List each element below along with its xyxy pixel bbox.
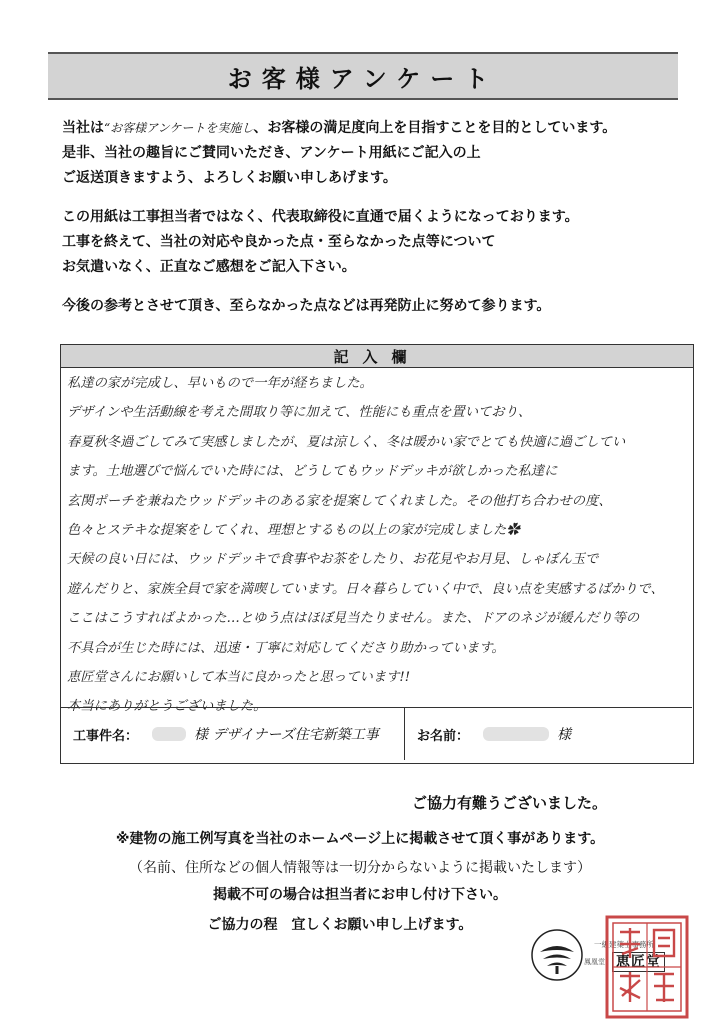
redacted-mark bbox=[152, 727, 186, 741]
intro-line-1 bbox=[62, 116, 682, 141]
comment-line: 玄関ポーチを兼ねたウッドデッキのある家を提案してくれました。その他打ち合わせの度、 bbox=[67, 493, 612, 509]
comment-line: 春夏秋冬過ごしてみて実感しましたが、夏は涼しく、冬は暖かい家でとても快適に過ごしてい bbox=[67, 434, 626, 450]
entry-form-header-label: 記入欄 bbox=[333, 347, 421, 366]
entry-form-header bbox=[61, 345, 693, 368]
intro-line-5: 工事を終えて、当社の対応や良かった点・至らなかった点等について bbox=[62, 234, 496, 250]
entry-form-box bbox=[60, 344, 694, 764]
thanks-text: ご協力有難うございました。 bbox=[412, 794, 608, 812]
intro-line-4: この用紙は工事担当者ではなく、代表取締役に直通で届くようになっております。 bbox=[62, 209, 579, 225]
comment-line: 本当にありがとうございました。 bbox=[67, 699, 267, 715]
customer-name-cell bbox=[405, 708, 692, 760]
company-type-label: 一級建築士事務所 bbox=[594, 940, 654, 949]
red-seal-stamp-icon bbox=[604, 914, 690, 1020]
company-name-text: 恵匠堂 bbox=[612, 952, 665, 972]
survey-title-bar bbox=[48, 52, 678, 100]
form-footer-row bbox=[61, 707, 692, 760]
pine-tree-logo-icon bbox=[530, 928, 584, 982]
project-name-label: 工事件名： bbox=[73, 728, 139, 744]
intro-line-2: 是非、当社の趣旨にご賛同いただき、アンケート用紙にご記入の上 bbox=[62, 145, 481, 161]
customer-name-label: お名前： bbox=[417, 728, 470, 744]
footer-line-3: 掲載不可の場合は担当者にお申し付け下さい。 bbox=[213, 887, 507, 903]
intro-text bbox=[62, 116, 682, 319]
project-name-value: 様 デザイナーズ住宅新築工事 bbox=[194, 727, 379, 743]
intro-line-1-pre: 当社は bbox=[62, 120, 104, 136]
comment-line: 恵匠堂さんにお願いして本当に良かったと思っています!! bbox=[67, 669, 411, 685]
project-name-cell bbox=[61, 708, 405, 760]
comment-line: 遊んだりと、家族全員で家を満喫しています。日々暮らしていく中で、良い点を実感するばかりで、 bbox=[67, 581, 664, 597]
customer-name-suffix: 様 bbox=[557, 727, 572, 743]
intro-line-7: 今後の参考とさせて頂き、至らなかった点などは再発防止に努めて参ります。 bbox=[62, 298, 551, 314]
intro-line-1-post: 、お客様の満足度向上を目指すことを目的としています。 bbox=[253, 120, 617, 136]
comment-line: 天候の良い日には、ウッドデッキで食事やお茶をしたり、お花見やお月見、しゃぼん玉で bbox=[67, 552, 599, 568]
company-sub-label: 鳳凰堂 bbox=[584, 958, 605, 966]
comment-line: 私達の家が完成し、早いもので一年が経ちました。 bbox=[67, 376, 373, 391]
redacted-mark bbox=[483, 727, 549, 741]
comment-line: ここはこうすればよかった…とゆう点はほぼ見当たりません。また、ドアのネジが緩んだり等の bbox=[67, 611, 640, 627]
page-title: お客様アンケート bbox=[227, 64, 499, 93]
comment-line: デザインや生活動線を考えた間取り等に加えて、性能にも重点を置いており、 bbox=[67, 405, 532, 421]
intro-line-3: ご返送頂きますよう、よろしくお願い申しあげます。 bbox=[62, 170, 397, 186]
comment-line: ます。土地選びで悩んでいた時には、どうしてもウッドデッキが欲しかった私達に bbox=[67, 464, 558, 480]
footer-line-4: ご協力の程 宜しくお願い申し上げます。 bbox=[207, 917, 473, 933]
comment-line: 色々とステキな提案をしてくれ、理想とするもの以上の家が完成しました✿ bbox=[67, 522, 520, 538]
footer-line-2: （名前、住所などの個人情報等は一切分からないように掲載いたします） bbox=[129, 860, 591, 876]
intro-line-1-handwritten: “お客様アンケートを実施し bbox=[104, 121, 254, 135]
handwritten-comment bbox=[67, 369, 687, 722]
footer-line-1: ※建物の施工例写真を当社のホームページ上に掲載させて頂く事があります。 bbox=[115, 831, 605, 847]
comment-line: 不具合が生じた時には、迅速・丁寧に対応してくださり助かっています。 bbox=[67, 640, 505, 656]
intro-line-6: お気遣いなく、正直なご感想をご記入下さい。 bbox=[62, 259, 356, 275]
